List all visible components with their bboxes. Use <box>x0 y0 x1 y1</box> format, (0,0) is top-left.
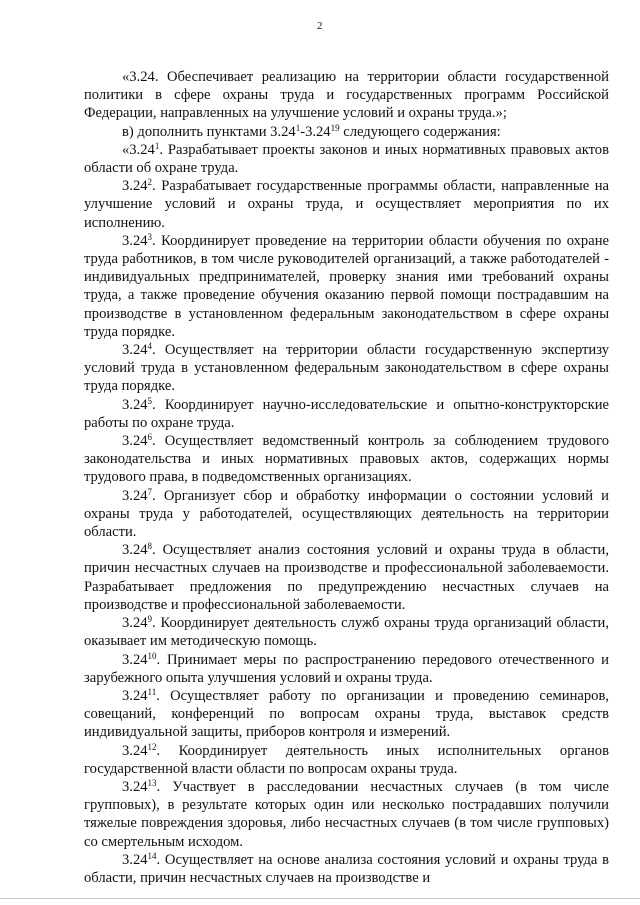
paragraph-3-24 <box>84 68 609 123</box>
paragraph-text: . Координирует деятельность иных исполнительных органов государственной власти области по вопросам охраны труда. <box>84 742 609 777</box>
paragraph-amendment-v <box>84 123 609 141</box>
paragraph-text: 3.24 <box>122 433 148 450</box>
paragraph-text: 3.24 <box>122 651 148 668</box>
superscript: 9 <box>147 614 153 625</box>
paragraph-text: . Осуществляет работу по организации и проведению семинаров, совещаний, конференций по вопросам охраны труда, выставок средств индивидуальной защиты, приборов контроля и измерений. <box>84 687 609 741</box>
paragraph-text: . Координирует деятельность служб охраны труда организаций области, оказывает им методическую помощь. <box>84 615 609 650</box>
paragraph-text: . Осуществляет анализ состояния условий и охраны труда в области, причин несчастных случаев на производстве и профессиональной заболеваемости. Разрабатывает предложения по предупреждению несчастных случаев на производстве и профессиональной заболеваемости. <box>84 542 609 613</box>
page-number: 2 <box>317 20 323 32</box>
paragraph-text: . Координирует научно-исследовательские и опытно-конструкторские работы по охране труда. <box>84 396 609 431</box>
paragraph-text: 3.24 <box>122 687 148 704</box>
superscript: 1 <box>154 140 160 151</box>
paragraph-text: в) дополнить пунктами 3.24 <box>122 123 296 140</box>
paragraph-text: . Организует сбор и обработку информации о состоянии условий и охраны труда у работодателей, осуществляющих деятельность на территории области. <box>84 487 609 541</box>
superscript: 12 <box>147 741 157 752</box>
paragraph-text: 3.24 <box>122 232 148 249</box>
superscript: 6 <box>147 432 153 443</box>
superscript: 1 <box>295 122 301 133</box>
paragraph-3-24-10 <box>84 651 609 687</box>
paragraph-text: 3.24 <box>122 487 148 504</box>
paragraph-text: 3.24 <box>122 742 148 759</box>
superscript: 10 <box>147 650 157 661</box>
paragraph-text: 3.24 <box>122 615 148 632</box>
paragraph-3-24-11 <box>84 687 609 742</box>
paragraph-text: . Участвует в расследовании несчастных случаев (в том числе групповых), в результате которых один или несколько пострадавших получили тяжелые повреждения здоровья, либо несчастных случаев (в том числе групповых) со смертельным исходом. <box>84 778 609 850</box>
paragraph-text: 3.24 <box>122 178 148 195</box>
superscript: 4 <box>147 341 153 352</box>
paragraph-text: . Осуществляет на территории области государственную экспертизу условий труда в установленном федеральным законодательством в сфере охраны труда порядке. <box>84 342 609 395</box>
superscript: 11 <box>147 686 157 697</box>
paragraph-3-24-5 <box>84 396 609 432</box>
paragraph-text: 3.24 <box>122 542 148 559</box>
paragraph-3-24-3 <box>84 232 609 341</box>
paragraph-3-24-1 <box>84 141 609 177</box>
paragraph-text: «3.24 <box>122 141 155 158</box>
scan-edge-line <box>0 898 640 899</box>
superscript: 19 <box>330 122 340 133</box>
document-body <box>84 68 609 887</box>
paragraph-text: . Разрабатывает проекты законов и иных нормативных правовых актов области об охране труда. <box>84 141 609 177</box>
paragraph-3-24-13 <box>84 778 609 851</box>
paragraph-text: «3.24. Обеспечивает реализацию на территории области государственной политики в сфере охраны труда и государственных программ Российской Федерации, направленных на улучшение условий и охраны труда.»; <box>84 69 609 122</box>
paragraph-3-24-9 <box>84 614 609 650</box>
superscript: 14 <box>147 850 157 861</box>
paragraph-3-24-4 <box>84 341 609 396</box>
paragraph-3-24-6 <box>84 432 609 487</box>
paragraph-3-24-2 <box>84 177 609 232</box>
paragraph-text: 3.24 <box>122 778 148 795</box>
paragraph-text: 3.24 <box>122 342 148 359</box>
paragraph-text: . Осуществляет ведомственный контроль за соблюдением трудового законодательства и иных нормативных правовых актов, содержащих нормы трудового права, в подведомственных организациях. <box>84 433 609 486</box>
superscript: 13 <box>147 777 157 788</box>
paragraph-text: . Разрабатывает государственные программы области, направленные на улучшение условий и охраны труда, и осуществляет мероприятия по их исполнению. <box>84 178 609 231</box>
paragraph-3-24-14 <box>84 851 609 887</box>
superscript: 7 <box>147 486 153 497</box>
paragraph-3-24-7 <box>84 487 609 542</box>
paragraph-text: 3.24 <box>122 396 148 413</box>
paragraph-text: . Принимает меры по распространению передового отечественного и зарубежного опыта улучшения условий и охраны труда. <box>84 651 609 686</box>
superscript: 5 <box>147 395 153 406</box>
paragraph-text: следующего содержания: <box>339 123 501 140</box>
paragraph-text: 3.24 <box>122 851 148 868</box>
superscript: 2 <box>147 177 153 188</box>
paragraph-text: -3.24 <box>300 123 331 140</box>
superscript: 3 <box>147 231 153 242</box>
paragraph-3-24-12 <box>84 742 609 778</box>
paragraph-text: . Координирует проведение на территории области обучения по охране труда работников, в том числе руководителей организаций, а также работодателей - индивидуальных предпринимателей, проверку знания ими требований охраны труда, а также проведение обучения оказанию первой помощи пострадавшим на производстве в установленном федеральным законодательством в сфере охраны труда порядке. <box>84 232 609 340</box>
paragraph-3-24-8 <box>84 541 609 614</box>
superscript: 8 <box>147 541 153 552</box>
paragraph-text: . Осуществляет на основе анализа состояния условий и охраны труда в области, причин несчастных случаев на производстве и <box>84 851 609 886</box>
